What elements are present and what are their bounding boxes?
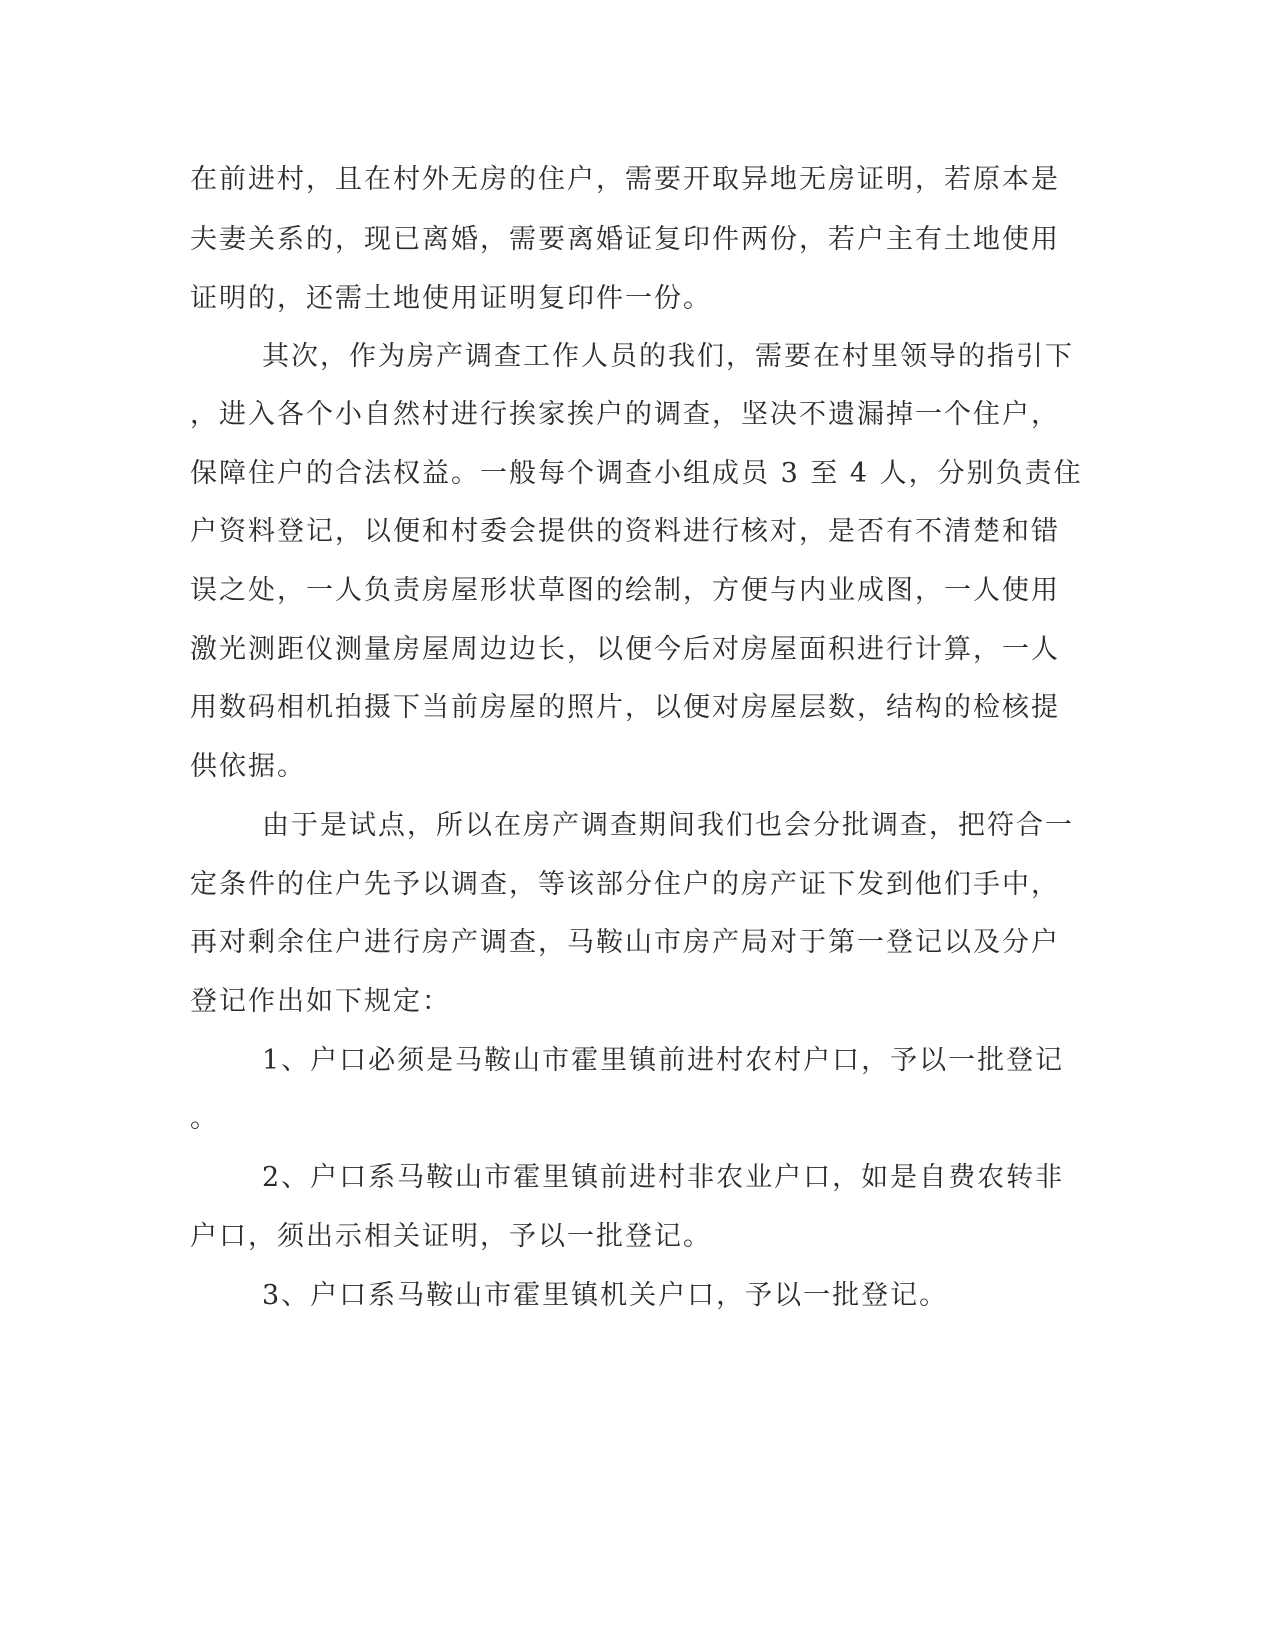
- list-item: 3、户口系马鞍山市霍里镇机关户口，予以一批登记。: [262, 1280, 949, 1311]
- text-line: 误之处，一人负责房屋形状草图的绘制，方便与内业成图，一人使用: [190, 575, 1060, 606]
- paragraph-start: 其次，作为房产调查工作人员的我们，需要在村里领导的指引下: [262, 341, 1074, 372]
- list-item: 2、户口系马鞍山市霍里镇前进村非农业户口，如是自费农转非: [262, 1162, 1065, 1193]
- text-line: 定条件的住户先予以调查，等该部分住户的房产证下发到他们手中，: [190, 869, 1060, 900]
- text-line: 登记作出如下规定：: [190, 986, 451, 1017]
- text-line: 供依据。: [190, 751, 306, 782]
- text-line: 户资料登记，以便和村委会提供的资料进行核对，是否有不清楚和错: [190, 516, 1060, 547]
- text-line: 夫妻关系的，现已离婚，需要离婚证复印件两份，若户主有土地使用: [190, 224, 1060, 255]
- list-item: 1、户口必须是马鞍山市霍里镇前进村农村户口，予以一批登记: [262, 1045, 1065, 1076]
- text-line: 保障住户的合法权益。一般每个调查小组成员 3 至 4 人，分别负责住: [190, 458, 1083, 489]
- text-line: 证明的，还需土地使用证明复印件一份。: [190, 283, 712, 314]
- text-line: 。: [190, 1103, 219, 1134]
- text-line: 激光测距仪测量房屋周边边长，以便今后对房屋面积进行计算，一人: [190, 634, 1060, 665]
- text-line: 再对剩余住户进行房产调查，马鞍山市房产局对于第一登记以及分户: [190, 927, 1060, 958]
- paragraph-start: 由于是试点，所以在房产调查期间我们也会分批调查，把符合一: [262, 810, 1074, 841]
- text-line: 用数码相机拍摄下当前房屋的照片，以便对房屋层数，结构的检核提: [190, 692, 1060, 723]
- text-line: 户口，须出示相关证明，予以一批登记。: [190, 1221, 712, 1252]
- text-line: ，进入各个小自然村进行挨家挨户的调查，坚决不遗漏掉一个住户，: [190, 399, 1060, 430]
- text-line: 在前进村，且在村外无房的住户，需要开取异地无房证明，若原本是: [190, 164, 1060, 195]
